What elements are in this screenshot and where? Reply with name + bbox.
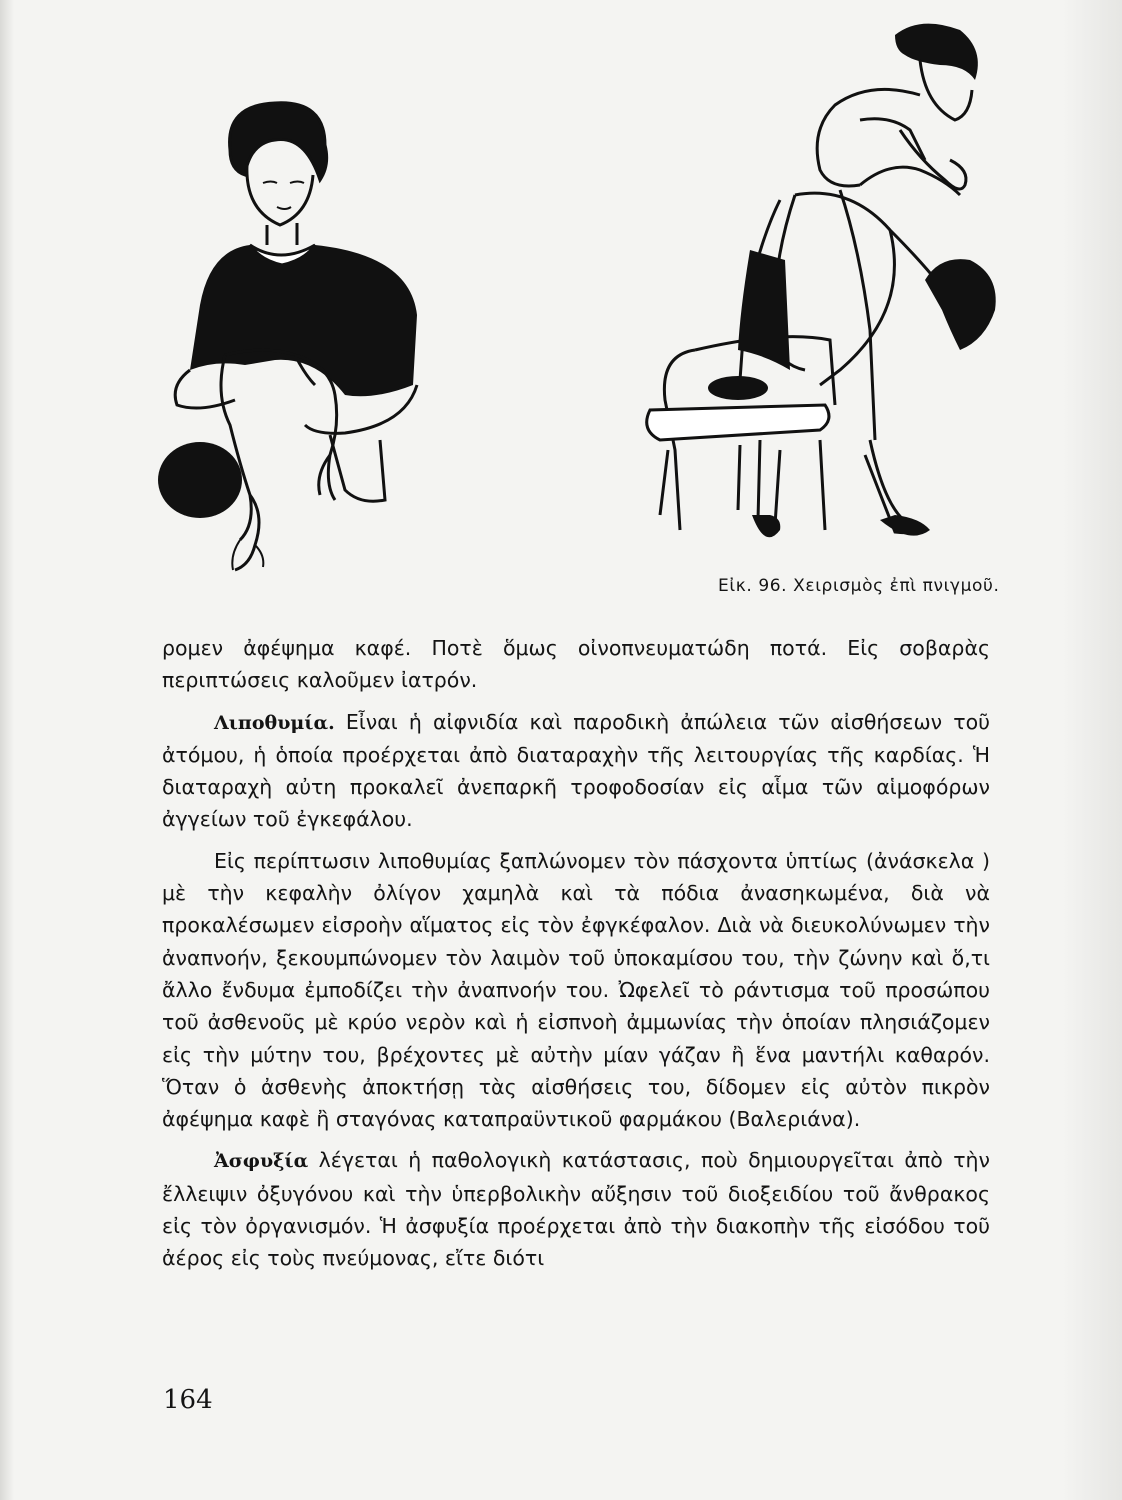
figure-caption: Εἰκ. 96. Χειρισμὸς ἐπὶ πνιγμοῦ. (718, 576, 1000, 596)
paragraph-fainting-treatment: Εἰς περίπτωσιν λιποθυμίας ξαπλώνομεν τὸν πάσχοντα ὑπτίως (ἀνάσκελα ) μὲ τὴν κεφαλὴν ὀλίγον χαμηλὰ καὶ τὰ πόδια ἀνασηκωμένα, διὰ νὰ προκαλέσωμεν εἰσροὴν αἵματος εἰς τὸν ἐφγκέφαλον. Διὰ νὰ διευκολύνωμεν τὴν ἀναπνοήν, ξεκουμπώνομεν τὸν λαιμὸν τοῦ ὑποκαμίσου του, τὴν ζώνην καὶ ὅ,τι ἄλλο ἔνδυμα ἐμποδίζει τὴν ἀναπνοήν του. Ὠφελεῖ τὸ ράντισμα τοῦ προσώπου τοῦ ἀσθενοῦς μὲ κρύο νερὸν καὶ ἡ εἰσπνοὴ ἀμμωνίας τὴν ὁποίαν πλησιάζομεν εἰς τὴν μύτην του, βρέχοντες μὲ αὐτὴν μίαν γάζαν ἢ ἕνα μαντήλι καθαρόν. Ὅταν ὁ ἀσθενὴς ἀποκτήσῃ τὰς αἰσθήσεις του, δίδομεν εἰς αὐτὸν πικρὸν ἀφέψημα καφὲ ἢ σταγόνας καταπραϋντικοῦ φαρμάκου (Βαλεριάνα). (162, 848, 990, 1132)
paragraph-continuation: ρομεν ἀφέψημα καφέ. Ποτὲ ὅμως οἰνοπνευματώδη ποτά. Εἰς σοβαρὰς περιπτώσεις καλοῦμεν ἰατρόν. (162, 636, 990, 693)
term-asphyxia: Ἀσφυξία (214, 1150, 309, 1173)
illustration-right-svg (620, 10, 1005, 565)
woman-holding-infant-illustration (155, 95, 430, 580)
illustration-left-svg (155, 95, 430, 580)
paragraph-asphyxia (162, 1144, 990, 1274)
page-number: 164 (163, 1385, 213, 1415)
paragraph-asphyxia-text: λέγεται ἡ παθολογικὴ κατάστασις, ποὺ δημιουργεῖται ἀπὸ τὴν ἔλλειψιν ὀξυγόνου καὶ τὴν ὑπερβολικὴν αὔξησιν τοῦ διοξειδίου τοῦ ἄνθρακος εἰς τὸν ὀργανισμόν. Ἡ ἀσφυξία προέρχεται ἀπὸ τὴν διακοπὴν τῆς εἰσόδου τοῦ ἀέρος εἰς τοὺς πνεύμονας, εἴτε διότι (162, 1148, 990, 1271)
woman-assisting-choking-child-illustration (620, 10, 1005, 565)
paragraph-fainting (162, 706, 990, 836)
paragraph-fainting-text: Εἶναι ἡ αἰφνιδία καὶ παροδικὴ ἀπώλεια τῶν αἰσθήσεων τοῦ ἀτόμου, ἡ ὁποία προέρχεται ἀπὸ διαταραχὴν τῆς λειτουργίας τῆς καρδίας. Ἡ διαταραχὴ αὐτη προκαλεῖ ἀνεπαρκῆ τροφοδοσίαν εἰς αἷμα τῶν αἱμοφόρων ἀγγείων τοῦ ἐγκεφάλου. (162, 709, 990, 832)
page-edge-shadow (0, 0, 14, 1500)
body-text (162, 632, 990, 1284)
page-edge-right (1062, 0, 1122, 1500)
term-fainting: Λιποθυμία. (214, 711, 335, 734)
